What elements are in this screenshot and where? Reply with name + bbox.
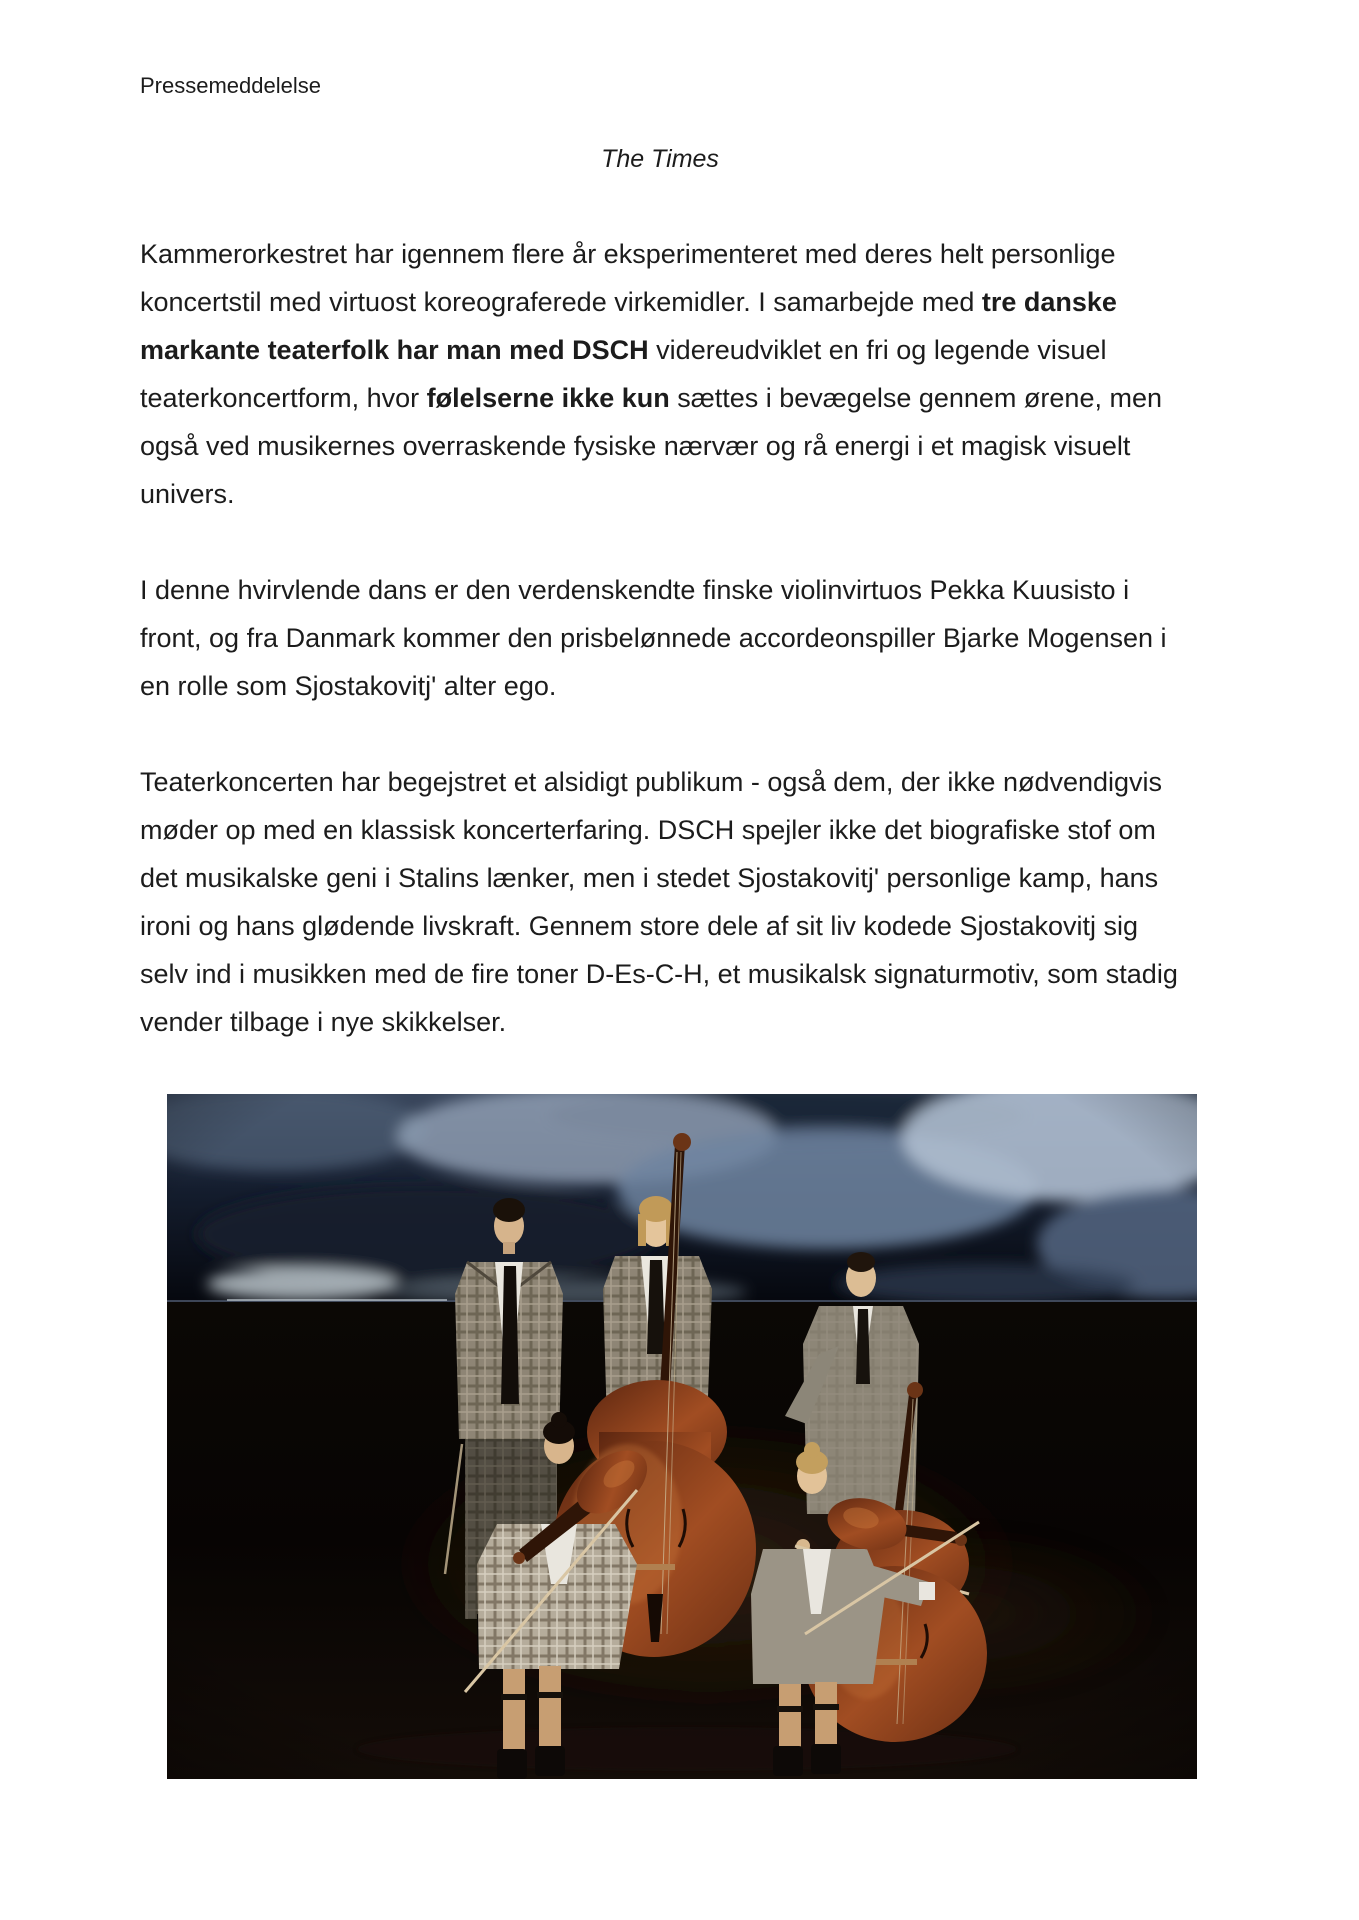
article-title: The Times: [601, 145, 719, 173]
text-run: Teaterkoncerten har begejstret et alsidigt publikum - også dem, der ikke nødvendigvis møder op med en klassisk koncerterfaring. DSCH spejler ikke det biografiske stof om det musikalske geni i Stalins lænker, men i stedet Sjostakovitj' personlige kamp, hans ironi og hans glødende livskraft. Gennem store dele af sit liv kodede Sjostakovitj sig selv ind i musikken med de fire toner D-Es-C-H, et musikalsk signaturmotiv, som stadig vender tilbage i nye skikkelser.: [140, 767, 1178, 1037]
press-release-document: [140, 0, 1180, 1779]
article-body: [140, 230, 1180, 1046]
text-run: Kammerorkestret har igennem flere år eksperimenteret med deres helt personlige koncertstil med virtuost koreograferede virkemidler. I samarbejde med: [140, 239, 1116, 317]
text-run-bold: følelserne ikke kun: [426, 383, 670, 413]
text-run-bold: tre danske markante teaterfolk har man med DSCH: [140, 287, 1117, 365]
stage-photo-illustration: [167, 1094, 1197, 1779]
text-run: I denne hvirvlende dans er den verdenskendte finske violinvirtuos Pekka Kuusisto i front, og fra Danmark kommer den prisbelønnede accordeonspiller Bjarke Mogensen i en rolle som Sjostakovitj' alter ego.: [140, 575, 1167, 701]
text-run: sættes i bevægelse gennem ørene, men også ved musikernes overraskende fysiske nærvær og rå energi i et magisk visuelt univers.: [140, 383, 1162, 509]
body-paragraph: [140, 566, 1180, 710]
photo-vignette: [167, 1094, 1197, 1779]
press-release-label: Pressemeddelelse: [140, 73, 321, 98]
body-paragraph: [140, 758, 1180, 1046]
body-paragraph: [140, 230, 1180, 518]
stage-photo: [167, 1094, 1197, 1779]
text-run: videreudviklet en fri og legende visuel teaterkoncertform, hvor: [140, 335, 1107, 413]
